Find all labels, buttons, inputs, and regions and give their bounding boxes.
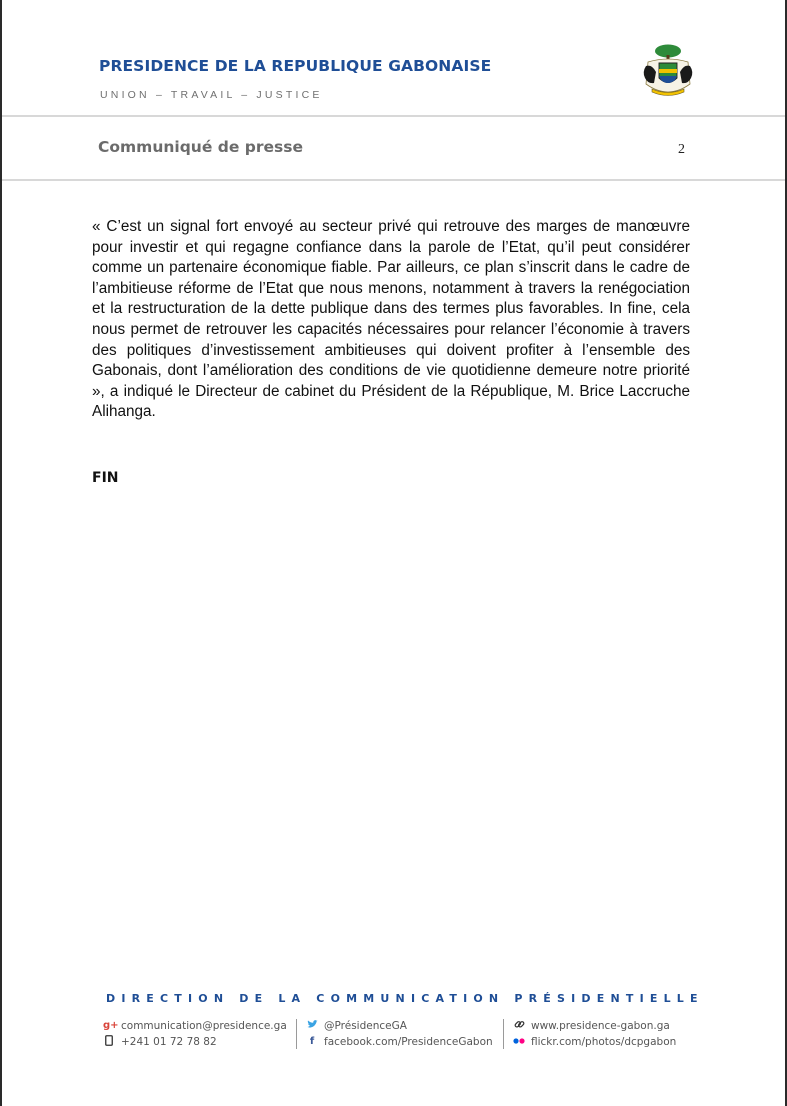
footer-contact-column [103, 1018, 287, 1050]
header-motto: UNION – TRAVAIL – JUSTICE [100, 89, 323, 101]
footer-social-column [306, 1018, 493, 1050]
coat-of-arms-icon [638, 42, 698, 102]
footer-twitter[interactable]: @PrésidenceGA [324, 1020, 407, 1032]
footer-facebook-row[interactable] [306, 1034, 493, 1050]
footer-separator [296, 1019, 297, 1049]
page-number: 2 [678, 142, 685, 157]
facebook-icon: f [309, 1036, 315, 1047]
phone-icon [103, 1035, 115, 1050]
footer-web-column [513, 1018, 676, 1050]
google-plus-icon: g+ [103, 1020, 119, 1031]
end-mark: FIN [92, 470, 119, 486]
twitter-icon [306, 1020, 318, 1033]
header-divider [2, 115, 785, 117]
footer-flickr[interactable]: flickr.com/photos/dcpgabon [531, 1036, 677, 1048]
page-border-left [0, 0, 2, 1106]
footer-title: DIRECTION DE LA COMMUNICATION PRÉSIDENTIELLE [106, 992, 704, 1005]
section-divider [2, 179, 785, 181]
footer-phone: +241 01 72 78 82 [121, 1036, 217, 1048]
footer-facebook[interactable]: facebook.com/PresidenceGabon [324, 1036, 493, 1048]
body-paragraph: « C’est un signal fort envoyé au secteur privé qui retrouve des marges de manœuvre pour investir et qui regagne confiance dans la parole de l’Etat, qu’il peut considérer comme un partenaire économique fiable. Par ailleurs, ce plan s’inscrit dans le cadre de l’ambitieuse réforme de l’Etat que nous menons, notamment à travers la renégociation et la restructuration de la dette publique dans des termes plus favorables. In fine, cela nous permet de retrouver les capacités nécessaires pour relancer l’économie à travers des politiques d’investissement ambitieuses qui doivent profiter à l’ensemble des Gabonais, dont l’amélioration des conditions de vie quotidienne demeure notre priorité », a indiqué le Directeur de cabinet du Président de la République, M. Brice Laccruche Alihanga. [92, 218, 690, 421]
link-icon [513, 1019, 525, 1034]
footer-flickr-row[interactable] [513, 1034, 676, 1050]
footer-website-row[interactable] [513, 1018, 676, 1034]
flickr-icon [513, 1036, 525, 1048]
footer-email[interactable]: communication@presidence.ga [121, 1020, 287, 1032]
section-label: Communiqué de presse [98, 138, 303, 156]
footer-phone-row [103, 1034, 287, 1050]
footer-separator [503, 1019, 504, 1049]
coat-shield-band [659, 69, 677, 73]
header-title: PRESIDENCE DE LA REPUBLIQUE GABONAISE [99, 57, 492, 75]
footer-twitter-row[interactable] [306, 1018, 493, 1034]
footer-email-row[interactable] [103, 1018, 287, 1034]
footer-website[interactable]: www.presidence-gabon.ga [531, 1020, 670, 1032]
